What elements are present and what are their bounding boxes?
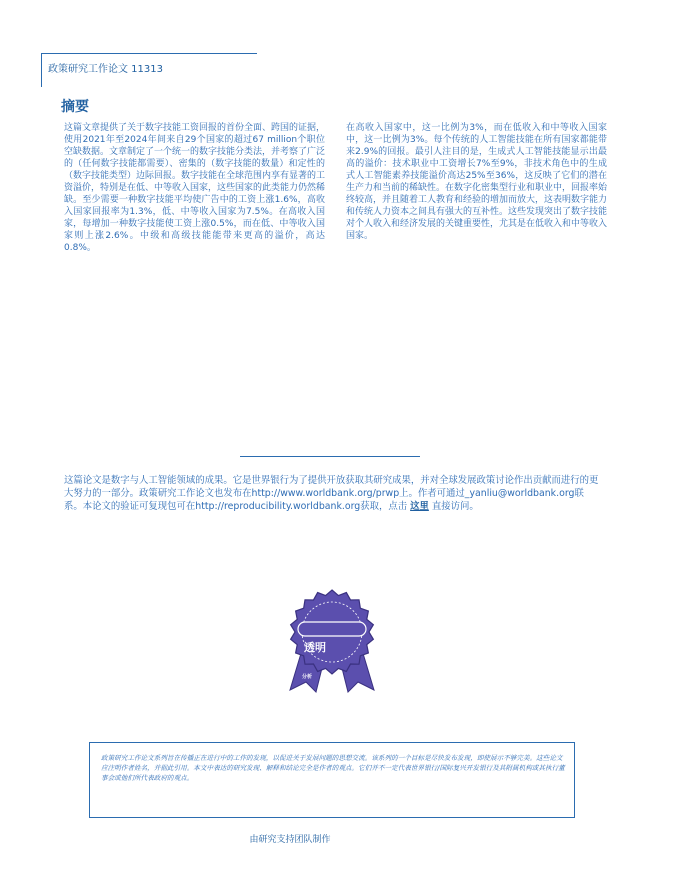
badge-main-label: 透明 [304, 641, 326, 654]
product-note-tail: 直接访问。 [428, 501, 479, 512]
disclaimer-box [89, 742, 575, 818]
badge-small-label: 分析 [302, 674, 313, 680]
product-note [64, 474, 602, 513]
disclaimer-text: 政策研究工作论文系列旨在传播正在进行中的工作的发现，以促进关于发展问题的思想交流。该系列的一个目标是尽快发布发现，即使展示不够完美。这些论文应注明作者姓名，并据此引用。本文中表达的研究发现、解释和结论完全是作者的观点。它们并不一定代表世界银行/国际复兴开发银行及其附属机构或其执行董事会或他们所代表政府的观点。 [101, 754, 565, 782]
produced-by-label: 由研究支持团队制作 [249, 835, 331, 845]
abstract-left-column: 这篇文章提供了关于数字技能工资回报的首份全面、跨国的证据，使用2021年至2024年间来自29个国家的超过67 million个职位空缺数据。文章制定了一个统一的数字技能分类法，并考察了广泛的（任何数字技能都需要）、密集的（数字技能的数量）和定性的（数字技能类型）边际回报。数字技能在全球范围内享有显著的工资溢价，特别是在低、中等收入国家，这些国家的此类能力仍然稀缺。至少需要一种数字技能平均使广告中的工资上涨1.6%，高收入国家回报率为1.3%，低、中等收入国家为7.5%。在高收入国家，每增加一种数字技能使工资上涨0.5%，而在低、中等收入国家则上涨2.6%。中级和高级技能能带来更高的溢价，高达0.8%。 [64, 123, 326, 253]
series-label: 政策研究工作论文 11313 [48, 64, 163, 75]
abstract-right-column: 在高收入国家中，这一比例为3%，而在低收入和中等收入国家中，这一比例为3%。每个传统的人工智能技能在所有国家都能带来2.9%的回报。最引人注目的是，生成式人工智能技能显示出最高的溢价：技术职业中工资增长7%至9%，非技术角色中的生成式人工智能素养技能溢价高达25%至36%，这反映了它们的潜在生产力和当前的稀缺性。在数字化密集型行业和职业中，回报率始终较高，并且随着工人教育和经验的增加而放大，这表明数字能力和传统人力资本之间具有强大的互补性。这些发现突出了数字技能对个人收入和经济发展的关键重要性，尤其是在低收入和中等收入国家。 [346, 123, 608, 241]
product-note-text: 这篇论文是数字与人工智能领域的成果。它是世界银行为了提供开放获取其研究成果，并对全球发展政策讨论作出贡献而进行的更大努力的一部分。政策研究工作论文也发布在http://www.worldbank.org/prwp上。作者可通过_yanliu@worldbank.org联系。本论文的验证可复现包可在http://reproducibility.worldbank.org获取，点击 [64, 475, 599, 512]
header-rule-vertical [41, 53, 42, 87]
badge-banner [298, 622, 366, 636]
footer [0, 832, 680, 845]
abstract-title: 摘要 [61, 99, 89, 115]
here-link[interactable]: 这里 [410, 501, 429, 512]
header-rule-horizontal [41, 53, 257, 54]
section-divider [240, 456, 420, 457]
reproducibility-badge [282, 580, 382, 695]
